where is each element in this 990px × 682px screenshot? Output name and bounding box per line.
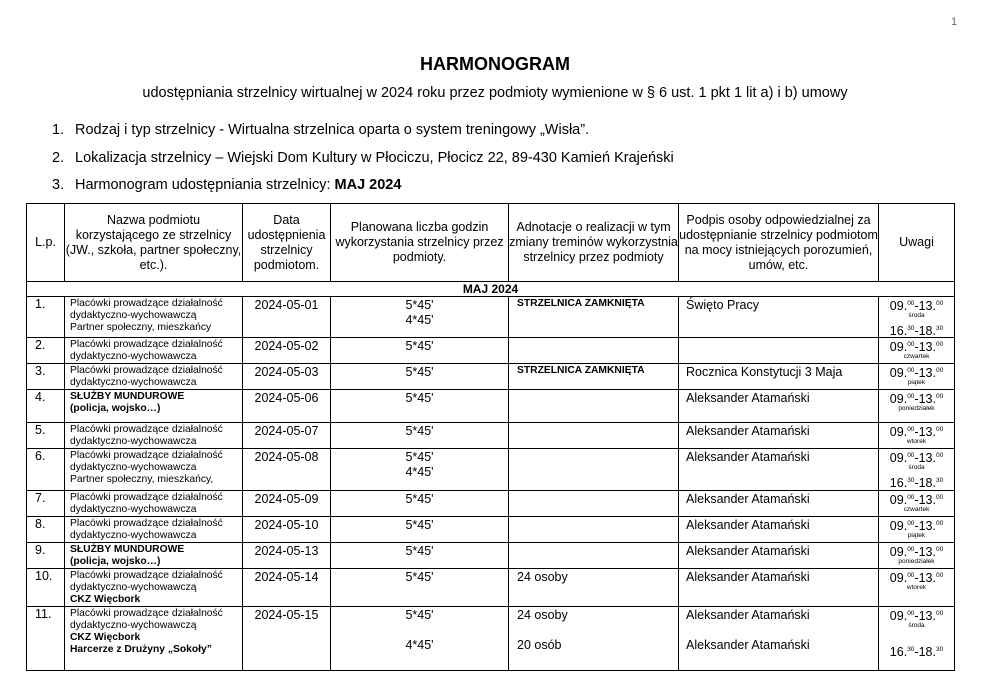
cell-date: 2024-05-06: [243, 390, 331, 423]
month-row: [27, 282, 955, 297]
list-item-number: 1.: [52, 122, 65, 138]
cell-planned-hours: [331, 449, 509, 490]
cell-planned-hours: [331, 490, 509, 516]
entity-name-line: Placówki prowadzące działalność: [70, 339, 223, 351]
time-range: 09.00-13.00: [889, 392, 944, 407]
signature-line: Aleksander Atamański: [686, 424, 810, 439]
planned-hours-line: 4*45': [405, 465, 434, 480]
list-item-number: 2.: [52, 150, 65, 166]
cell-notes: [879, 390, 955, 423]
weekday-label: środa: [908, 464, 925, 472]
cell-lp: 9.: [27, 542, 65, 568]
cell-entity-name: [65, 297, 243, 338]
cell-planned-hours: [331, 606, 509, 670]
planned-hours-line: 5*45': [405, 365, 434, 380]
cell-annotation: [509, 423, 679, 449]
weekday-label: środa: [908, 621, 925, 629]
signature-line: Aleksander Atamański: [686, 543, 810, 558]
header-annotations: Adnotacje o realizacji w tym zmiany treminów wykorzystnia strzelnicy przez podmioty: [509, 204, 679, 282]
cell-annotation: [509, 568, 679, 606]
time-range: 09.00-13.00: [889, 366, 944, 381]
cell-entity-name: [65, 542, 243, 568]
signature-line: Aleksander Atamański: [686, 391, 810, 406]
cell-planned-hours: [331, 423, 509, 449]
list-item-number: 3.: [52, 177, 65, 193]
cell-signature: [679, 338, 879, 364]
planned-hours-line: 5*45': [405, 543, 434, 558]
entity-name-line: CKZ Więcbork: [70, 631, 141, 643]
weekday-label: czwartek: [903, 353, 930, 361]
annotation-line: 24 osoby: [517, 607, 568, 622]
list-item-type: [52, 122, 589, 138]
cell-signature: [679, 423, 879, 449]
header-planned-hours: Planowana liczba godzin wykorzystania strzelnicy przez podmioty.: [331, 204, 509, 282]
document-title: HARMONOGRAM: [420, 54, 570, 74]
table-row: [27, 516, 955, 542]
cell-annotation: [509, 490, 679, 516]
header-entity-name: Nazwa podmiotu korzystającego ze strzelnicy (JW., szkoła, partner społeczny, etc.).: [65, 204, 243, 282]
table-row: [27, 449, 955, 490]
time-range: 16.30-18.30: [889, 476, 944, 491]
entity-name-line: Placówki prowadzące działalność: [70, 491, 223, 503]
cell-planned-hours: [331, 297, 509, 338]
entity-name-line: Partner społeczny, mieszkańcy: [70, 322, 212, 333]
entity-name-line: dydaktyczno-wychowawcza: [70, 436, 197, 448]
annotation-line: 24 osoby: [517, 569, 568, 584]
cell-signature: [679, 568, 879, 606]
cell-entity-name: [65, 516, 243, 542]
planned-hours-line: 5*45': [405, 339, 434, 354]
signature-line: Rocznica Konstytucji 3 Maja: [686, 365, 843, 380]
entity-name-line: (policja, wojsko…): [70, 403, 161, 415]
cell-notes: [879, 516, 955, 542]
cell-planned-hours: [331, 338, 509, 364]
time-range: 09.00-13.00: [889, 544, 944, 559]
table-row: [27, 490, 955, 516]
signature-line: Aleksander Atamański: [686, 637, 810, 652]
cell-lp: 11.: [27, 606, 65, 670]
list-item-text: Lokalizacja strzelnicy – Wiejski Dom Kultury w Płociczu, Płocicz 22, 89-430 Kamień Krajeński: [75, 150, 674, 166]
cell-date: 2024-05-09: [243, 490, 331, 516]
cell-annotation: [509, 606, 679, 670]
entity-name-line: Partner społeczny, mieszkańcy,: [70, 474, 214, 486]
cell-lp: 1.: [27, 297, 65, 338]
entity-name-line: dydaktyczno-wychowawcza: [70, 462, 197, 474]
cell-signature: [679, 542, 879, 568]
cell-date: 2024-05-03: [243, 364, 331, 390]
cell-signature: [679, 606, 879, 670]
signature-line: Aleksander Atamański: [686, 607, 810, 622]
list-item-schedule: [52, 177, 401, 193]
table-row: [27, 606, 955, 670]
weekday-label: poniedziałek: [898, 557, 935, 565]
cell-planned-hours: [331, 390, 509, 423]
planned-hours-line: 5*45': [405, 517, 434, 532]
cell-signature: [679, 516, 879, 542]
cell-date: 2024-05-07: [243, 423, 331, 449]
cell-date: 2024-05-15: [243, 606, 331, 670]
time-range: 09.00-13.00: [889, 299, 944, 314]
cell-entity-name: [65, 423, 243, 449]
cell-annotation: [509, 449, 679, 490]
cell-planned-hours: [331, 542, 509, 568]
cell-lp: 3.: [27, 364, 65, 390]
table-row: [27, 390, 955, 423]
table-row: [27, 338, 955, 364]
cell-notes: [879, 490, 955, 516]
cell-date: 2024-05-14: [243, 568, 331, 606]
time-range: 09.00-13.00: [889, 570, 944, 585]
cell-entity-name: [65, 338, 243, 364]
list-item-location: [52, 150, 674, 166]
cell-lp: 6.: [27, 449, 65, 490]
planned-hours-line: 4*45': [405, 313, 434, 327]
entity-name-line: SŁUŻBY MUNDUROWE: [70, 391, 185, 403]
header-lp: L.p.: [27, 204, 65, 282]
time-range: 09.00-13.00: [889, 425, 944, 440]
weekday-label: piątek: [907, 531, 926, 539]
annotation-line: STRZELNICA ZAMKNIĘTA: [517, 365, 645, 377]
planned-hours-line: 5*45': [405, 569, 434, 584]
time-range: 16.30-18.30: [889, 644, 944, 659]
cell-lp: 8.: [27, 516, 65, 542]
signature-line: Aleksander Atamański: [686, 450, 810, 465]
time-range: 09.00-13.00: [889, 608, 944, 623]
entity-name-line: (policja, wojsko…): [70, 555, 161, 567]
table-header-row: [27, 204, 955, 282]
cell-planned-hours: [331, 364, 509, 390]
entity-name-line: dydaktyczno-wychowawczą: [70, 619, 197, 631]
table-row: [27, 423, 955, 449]
cell-signature: [679, 449, 879, 490]
cell-entity-name: [65, 449, 243, 490]
header-notes: Uwagi: [879, 204, 955, 282]
weekday-label: poniedziałek: [898, 405, 935, 413]
cell-entity-name: [65, 364, 243, 390]
planned-hours-line: 5*45': [405, 424, 434, 439]
signature-line: Święto Pracy: [686, 298, 759, 312]
month-label: MAJ 2024: [27, 282, 955, 297]
schedule-table: [26, 203, 955, 671]
cell-notes: [879, 606, 955, 670]
cell-annotation: [509, 390, 679, 423]
cell-date: 2024-05-10: [243, 516, 331, 542]
cell-annotation: [509, 297, 679, 338]
header-date: Data udostępnienia strzelnicy podmiotom.: [243, 204, 331, 282]
table-row: [27, 568, 955, 606]
time-range: 09.00-13.00: [889, 492, 944, 507]
cell-notes: [879, 364, 955, 390]
annotation-line: 20 osób: [517, 637, 562, 652]
time-range: 16.30-18.30: [889, 324, 944, 339]
cell-signature: [679, 364, 879, 390]
cell-entity-name: [65, 568, 243, 606]
list-item-text: Rodzaj i typ strzelnicy - Wirtualna strzelnica oparta o system treningowy „Wisła”.: [75, 122, 590, 138]
list-item-text: Harmonogram udostępniania strzelnicy:: [75, 177, 335, 193]
cell-entity-name: [65, 490, 243, 516]
table-row: [27, 542, 955, 568]
planned-hours-line: 5*45': [405, 491, 434, 506]
entity-name-line: dydaktyczno-wychowawcza: [70, 377, 197, 389]
entity-name-line: Placówki prowadzące działalność: [70, 424, 223, 436]
table-row: [27, 297, 955, 338]
planned-hours-line: 4*45': [405, 637, 434, 652]
cell-lp: 4.: [27, 390, 65, 423]
time-range: 09.00-13.00: [889, 340, 944, 355]
cell-date: 2024-05-13: [243, 542, 331, 568]
entity-name-line: Placówki prowadzące działalność: [70, 365, 223, 377]
cell-annotation: [509, 364, 679, 390]
cell-notes: [879, 568, 955, 606]
entity-name-line: dydaktyczno-wychowawczą: [70, 310, 197, 321]
entity-name-line: CKZ Więcbork: [70, 593, 141, 605]
list-item-month: MAJ 2024: [334, 177, 402, 193]
time-range: 09.00-13.00: [889, 451, 944, 466]
entity-name-line: Harcerze z Drużyny „Sokoły”: [70, 643, 212, 655]
planned-hours-line: 5*45': [405, 607, 434, 622]
cell-date: 2024-05-02: [243, 338, 331, 364]
cell-annotation: [509, 516, 679, 542]
cell-date: 2024-05-01: [243, 297, 331, 338]
planned-hours-line: 5*45': [405, 391, 434, 406]
signature-line: Aleksander Atamański: [686, 569, 810, 584]
entity-name-line: Placówki prowadzące działalność: [70, 569, 223, 581]
cell-notes: [879, 338, 955, 364]
cell-signature: [679, 390, 879, 423]
planned-hours-line: 5*45': [405, 450, 434, 465]
entity-name-line: Placówki prowadzące działalność: [70, 450, 223, 462]
weekday-label: wtorek: [906, 583, 927, 591]
cell-entity-name: [65, 606, 243, 670]
weekday-label: czwartek: [903, 505, 930, 513]
entity-name-line: dydaktyczno-wychowawcza: [70, 529, 197, 541]
cell-date: 2024-05-08: [243, 449, 331, 490]
cell-annotation: [509, 542, 679, 568]
cell-entity-name: [65, 390, 243, 423]
signature-line: Aleksander Atamański: [686, 491, 810, 506]
page-number: 1: [951, 16, 958, 28]
cell-notes: [879, 297, 955, 338]
entity-name-line: Placówki prowadzące działalność: [70, 298, 223, 309]
cell-planned-hours: [331, 516, 509, 542]
cell-notes: [879, 449, 955, 490]
entity-name-line: dydaktyczno-wychowawcza: [70, 351, 197, 363]
cell-annotation: [509, 338, 679, 364]
cell-lp: 10.: [27, 568, 65, 606]
entity-name-line: dydaktyczno-wychowawcza: [70, 503, 197, 515]
entity-name-line: SŁUŻBY MUNDUROWE: [70, 543, 185, 555]
cell-lp: 2.: [27, 338, 65, 364]
cell-signature: [679, 297, 879, 338]
cell-lp: 5.: [27, 423, 65, 449]
header-signature: Podpis osoby odpowiedzialnej za udostępnianie strzelnicy podmiotom na mocy istniejących porozumień, umów, etc.: [679, 204, 879, 282]
signature-line: Aleksander Atamański: [686, 517, 810, 532]
cell-signature: [679, 490, 879, 516]
cell-planned-hours: [331, 568, 509, 606]
weekday-label: wtorek: [906, 438, 927, 446]
annotation-line: STRZELNICA ZAMKNIĘTA: [517, 298, 645, 309]
table-row: [27, 364, 955, 390]
entity-name-line: Placówki prowadzące działalność: [70, 517, 223, 529]
cell-notes: [879, 542, 955, 568]
weekday-label: środa: [908, 312, 925, 320]
time-range: 09.00-13.00: [889, 518, 944, 533]
cell-lp: 7.: [27, 490, 65, 516]
weekday-label: piątek: [907, 379, 926, 387]
entity-name-line: Placówki prowadzące działalność: [70, 607, 223, 619]
document-subtitle: udostępniania strzelnicy wirtualnej w 2024 roku przez podmioty wymienione w § 6 ust. 1 pkt 1 lit a) i b) umowy: [142, 85, 848, 101]
cell-notes: [879, 423, 955, 449]
entity-name-line: dydaktyczno-wychowawczą: [70, 581, 197, 593]
planned-hours-line: 5*45': [405, 298, 434, 312]
